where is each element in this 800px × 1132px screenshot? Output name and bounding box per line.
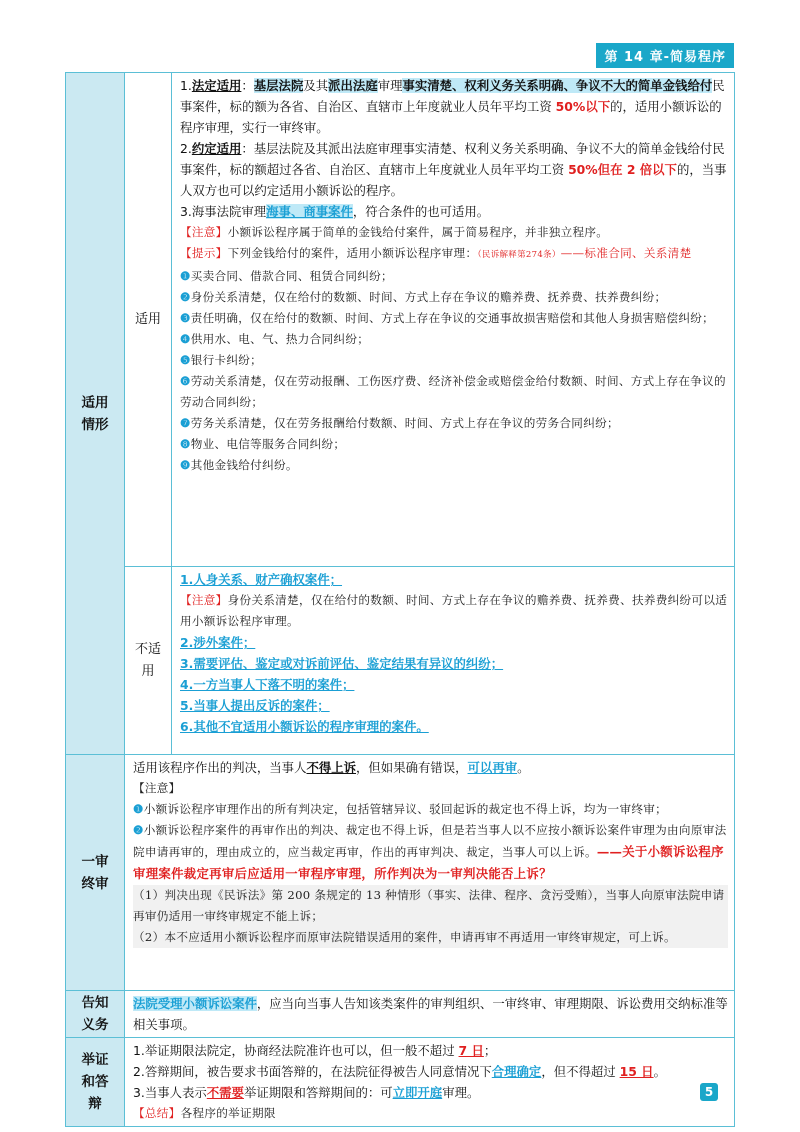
number-marker: ❽ [180,437,191,451]
not-apply-item: 4.一方当事人下落不明的案件； [180,677,355,692]
apply-case-item: ❾其他金钱给付纠纷。 [180,458,298,472]
not-apply-item: 5.当事人提出反诉的案件； [180,698,330,713]
category-evidence: 举证和答辩 [66,1038,125,1127]
not-apply-item: 3.需要评估、鉴定或对诉前评估、鉴定结果有异议的纠纷； [180,656,504,671]
final-case-2: （2）本不应适用小额诉讼程序而原审法院错误适用的案件，申请再审不再适用一审终审规定，可上诉。 [133,927,728,948]
page-number: 5 [700,1083,718,1101]
apply-case-list [180,266,728,476]
number-marker: ❺ [180,353,191,367]
agreed-paragraph: 2.约定适用：基层法院及其派出法庭审理事实清楚、权利义务关系明确、争议不大的简单金钱给付民事案件，标的额超过各省、自治区、直辖市上年度就业人员年平均工资 50%但在 2 倍以下的，当事人双方也可以约定适用小额诉讼的程序。 [180,141,727,198]
category-applicable: 适用情形 [66,73,125,755]
evidence-line-2: 2.答辩期间，被告要求书面答辩的，在法院征得被告人同意情况下合理确定，但不得超过 15 日。 [133,1064,666,1079]
number-marker: ❸ [180,311,191,325]
apply-case-item: ❷身份关系清楚，仅在给付的数额、时间、方式上存在争议的赡养费、抚养费、扶养费纠纷； [180,290,667,304]
final-note-1: ❶小额诉讼程序审理作出的所有判决定，包括管辖异议、驳回起诉的裁定也不得上诉，均为一审终审； [133,802,668,816]
evidence-line-1: 1.举证期限法院定，协商经法院准许也可以，但一般不超过 7 日； [133,1043,497,1058]
number-marker: ❹ [180,332,191,346]
evidence-line-3: 3.当事人表示不需要举证期限和答辩期间的：可立即开庭审理。 [133,1085,480,1100]
not-apply-item: 2.涉外案件； [180,635,256,650]
apply-case-item: ❹供用水、电、气、热力合同纠纷； [180,332,370,346]
not-apply-item: 1.人身关系、财产确权案件； [180,572,343,587]
summary-line: 【总结】各程序的举证期限 [133,1106,276,1120]
apply-case-item: ❶买卖合同、借款合同、租赁合同纠纷； [180,269,393,283]
apply-case-item: ❻劳动关系清楚，仅在劳动报酬、工伤医疗费、经济补偿金或赔偿金给付数额、时间、方式上存在争议的劳动合同纠纷； [180,374,726,409]
procedure-table [65,72,735,1127]
number-marker: ❷ [180,290,191,304]
number-marker: ❼ [180,416,191,430]
sub-apply: 适用 [125,73,172,567]
final-content [125,755,735,991]
chapter-header: 第 14 章-简易程序 [596,43,734,68]
inform-content: 法院受理小额诉讼案件，应当向当事人告知该类案件的审判组织、一审终审、审理期限、诉讼费用交纳标准等相关事项。 [125,991,735,1038]
apply-case-item: ❽物业、电信等服务合同纠纷； [180,437,346,451]
not-apply-item: 6.其他不宜适用小额诉讼的程序审理的案件。 [180,719,429,734]
category-inform: 告知义务 [66,991,125,1038]
apply-case-item: ❼劳务关系清楚，仅在劳务报酬给付数额、时间、方式上存在争议的劳务合同纠纷； [180,416,619,430]
category-final: 一审终审 [66,755,125,991]
sub-not-apply: 不适用 [125,567,172,755]
final-case-1: （1）判决出现《民诉法》第 200 条规定的 13 种情形（事实、法律、程序、贪污受贿），当事人向原审法院申请再审仍适用一审终审规定不能上诉； [133,885,728,927]
evidence-content [125,1038,735,1127]
note-simple: 【注意】小额诉讼程序属于简单的金钱给付案件，属于简易程序，并非独立程序。 [180,225,609,239]
final-lead: 适用该程序作出的判决，当事人不得上诉，但如果确有错误，可以再审。 [133,760,530,775]
tip-line: 【提示】下列金钱给付的案件，适用小额诉讼程序审理：（民诉解释第274条）——标准合同、关系清楚 [180,246,692,260]
apply-content [172,73,735,567]
final-note-tag: 【注意】 [133,781,181,795]
statutory-paragraph: 1.法定适用：基层法院及其派出法庭审理事实清楚、权利义务关系明确、争议不大的简单金钱给付民事案件，标的额为各省、自治区、直辖市上年度就业人员年平均工资 50%以下的，适用小额诉讼的程序审理，实行一审终审。 [180,78,725,135]
number-marker: ❻ [180,374,191,388]
number-marker: ❾ [180,458,191,472]
apply-case-item: ❸责任明确，仅在给付的数额、时间、方式上存在争议的交通事故损害赔偿和其他人身损害赔偿纠纷； [180,311,715,325]
apply-case-item: ❺银行卡纠纷； [180,353,263,367]
maritime-paragraph: 3.海事法院审理海事、商事案件，符合条件的也可适用。 [180,204,490,219]
note-identity: 【注意】身份关系清楚，仅在给付的数额、时间、方式上存在争议的赡养费、抚养费、扶养费纠纷可以适用小额诉讼程序审理。 [180,593,728,628]
final-note-2: ❷小额诉讼程序案件的再审作出的判决、裁定也不得上诉，但是若当事人以不应按小额诉讼案件审理为由向原审法院申请再审的，理由成立的，应当裁定再审，作出的再审判决、裁定，当事人可以上诉。——关于小额诉讼程序审理案件裁定再审后应适用一审程序审理，所作判决为一审判决能否上诉？ [133,823,727,881]
not-apply-content [172,567,735,755]
number-marker: ❶ [180,269,191,283]
